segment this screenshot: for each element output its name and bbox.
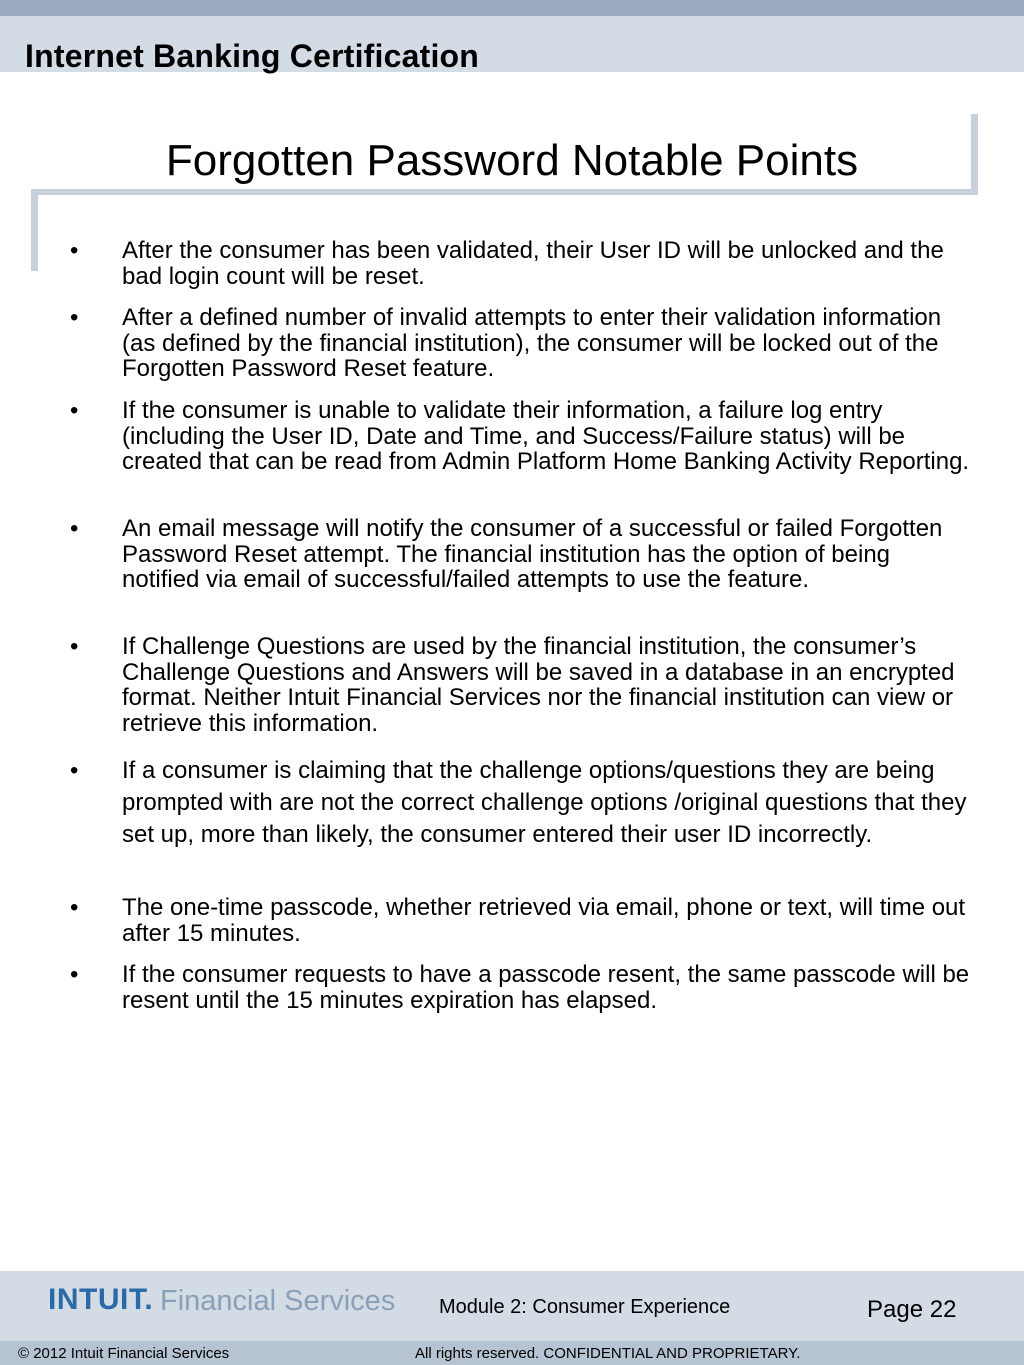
bullet-marker: • — [70, 961, 79, 988]
bullet-text: If the consumer requests to have a passcode resent, the same passcode will be resent until the 15 minutes expiration has elapsed. — [122, 961, 970, 1014]
bullet-marker: • — [70, 633, 79, 660]
title-frame-left — [31, 189, 38, 271]
module-label: Module 2: Consumer Experience — [439, 1296, 731, 1318]
bullet-text: If Challenge Questions are used by the financial institution, the consumer’s Challenge Questions and Answers will be saved in a database in an encrypted format. Neither Intuit Financial Services nor the financial institution can view or retrieve this information. — [122, 633, 955, 737]
bullet-marker: • — [70, 757, 79, 784]
header-top-strip — [0, 0, 1024, 16]
bullet-marker: • — [70, 397, 79, 424]
rights-text: All rights reserved. CONFIDENTIAL AND PROPRIETARY. — [415, 1345, 801, 1362]
bullet-text: An email message will notify the consumer of a successful or failed Forgotten Password Reset attempt. The financial institution has the option of being notified via email of successful/failed attempts to use the feature. — [122, 515, 943, 593]
bullet-marker: • — [70, 237, 79, 264]
bullet-marker: • — [70, 894, 79, 921]
bullet-text: After the consumer has been validated, their User ID will be unlocked and the bad login count will be reset. — [122, 237, 944, 290]
bullet-text: After a defined number of invalid attempts to enter their validation information (as defined by the financial institution), the consumer will be locked out of the Forgotten Password Reset feature. — [122, 304, 942, 382]
header-bar — [0, 16, 1024, 72]
slide-title: Forgotten Password Notable Points — [165, 136, 859, 185]
logo-intuit-wordmark: INTUIT. — [48, 1283, 154, 1316]
bullet-text: If a consumer is claiming that the challenge options/questions they are being prompted with are not the correct challenge options /original questions that they set up, more than likely, the consumer entered their user ID incorrectly. — [122, 757, 967, 848]
copyright-text: © 2012 Intuit Financial Services — [18, 1345, 230, 1362]
header-title: Internet Banking Certification — [25, 38, 480, 74]
bullet-text: If the consumer is unable to validate their information, a failure log entry (including the User ID, Date and Time, and Success/Failure status) will be created that can be read from Admin Platform Home Banking Activity Reporting. — [122, 397, 970, 475]
logo-financial-services-text: Financial Services — [160, 1285, 396, 1317]
bullet-marker: • — [70, 304, 79, 331]
bullet-marker: • — [70, 515, 79, 542]
title-frame-divider — [34, 189, 978, 195]
bullet-text: The one-time passcode, whether retrieved via email, phone or text, will time out after 15 minutes. — [122, 894, 966, 947]
page-number: Page 22 — [867, 1296, 957, 1323]
